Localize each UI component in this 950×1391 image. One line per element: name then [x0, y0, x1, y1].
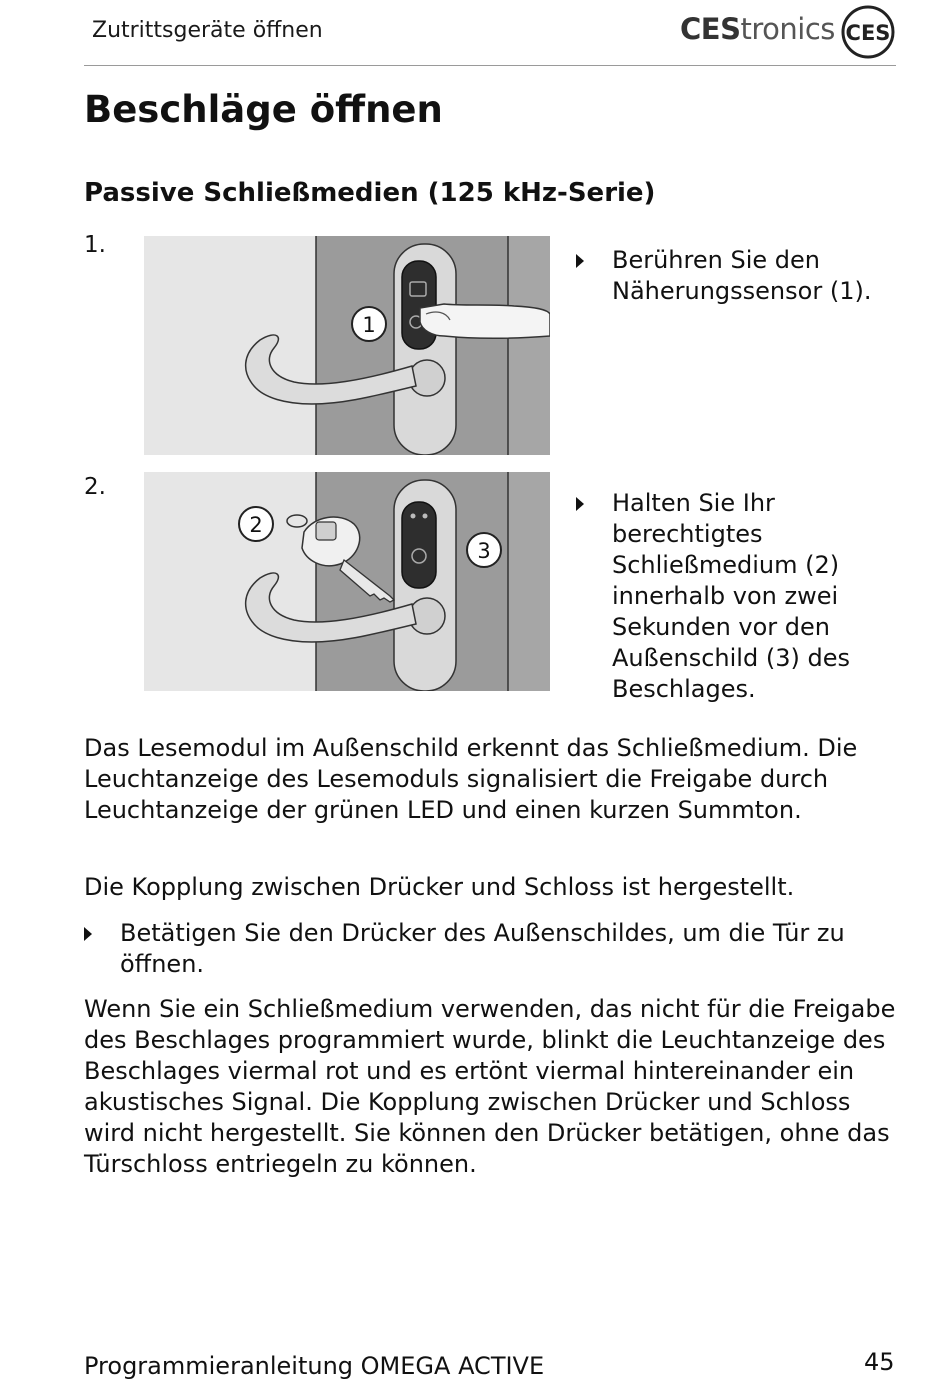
- callout-3: 3: [477, 539, 491, 563]
- bullet-arrow-icon: [84, 927, 92, 941]
- brand-light: tronics: [740, 12, 835, 46]
- callout-1: 1: [362, 313, 376, 337]
- step-2-instruction: [576, 488, 906, 705]
- bullet-operate-handle-text: Betätigen Sie den Drücker des Außenschildes, um die Tür zu öffnen.: [120, 919, 845, 978]
- paragraph-unauthorized-medium: Wenn Sie ein Schließmedium verwenden, das nicht für die Freigabe des Beschlages programmiert wurde, blinkt die Leuchtanzeige des Beschlages viermal rot und es ertönt viermal hintereinander ein akustisches Signal. Die Kopplung zwischen Drücker und Schloss wird nicht hergestellt. Sie können den Drücker betätigen, ohne das Türschloss entriegeln zu können.: [84, 995, 896, 1178]
- step-1-text: Berühren Sie den Näherungssensor (1).: [612, 246, 872, 305]
- header-divider: [84, 65, 896, 66]
- bullet-arrow-icon: [576, 254, 584, 268]
- header-section-title: Zutrittsgeräte öffnen: [92, 18, 323, 43]
- figure-touch-sensor: [144, 236, 550, 455]
- callout-2: 2: [249, 513, 263, 537]
- footer-document-title: Programmieranleitung OMEGA ACTIVE: [84, 1352, 545, 1380]
- page-number: 45: [864, 1348, 895, 1376]
- paragraph-reader-detects: Das Lesemodul im Außenschild erkennt das Schließmedium. Die Leuchtanzeige des Lesemoduls signalisiert die Freigabe durch Leuchtanzeige der grünen LED und einen kurzen Summton.: [84, 734, 858, 824]
- bullet-operate-handle: [84, 918, 904, 980]
- step-1-instruction: [576, 245, 906, 307]
- step-number-1: 1.: [84, 232, 106, 258]
- paragraph-coupling: Die Kopplung zwischen Drücker und Schloss ist hergestellt.: [84, 873, 795, 901]
- page-title: Beschläge öffnen: [84, 88, 443, 131]
- figure-present-key: [144, 472, 550, 691]
- step-number-2: 2.: [84, 474, 106, 500]
- brand-bold: CES: [680, 12, 741, 46]
- ces-logo-icon: [840, 4, 896, 60]
- section-title: Passive Schließmedien (125 kHz-Serie): [84, 178, 656, 208]
- brand-wordmark: [680, 12, 835, 46]
- bullet-arrow-icon: [576, 497, 584, 511]
- step-2-text: Halten Sie Ihr berechtigtes Schließmedium (2) innerhalb von zwei Sekunden vor den Außenschild (3) des Beschlages.: [612, 489, 850, 703]
- logo-text: CES: [845, 21, 891, 45]
